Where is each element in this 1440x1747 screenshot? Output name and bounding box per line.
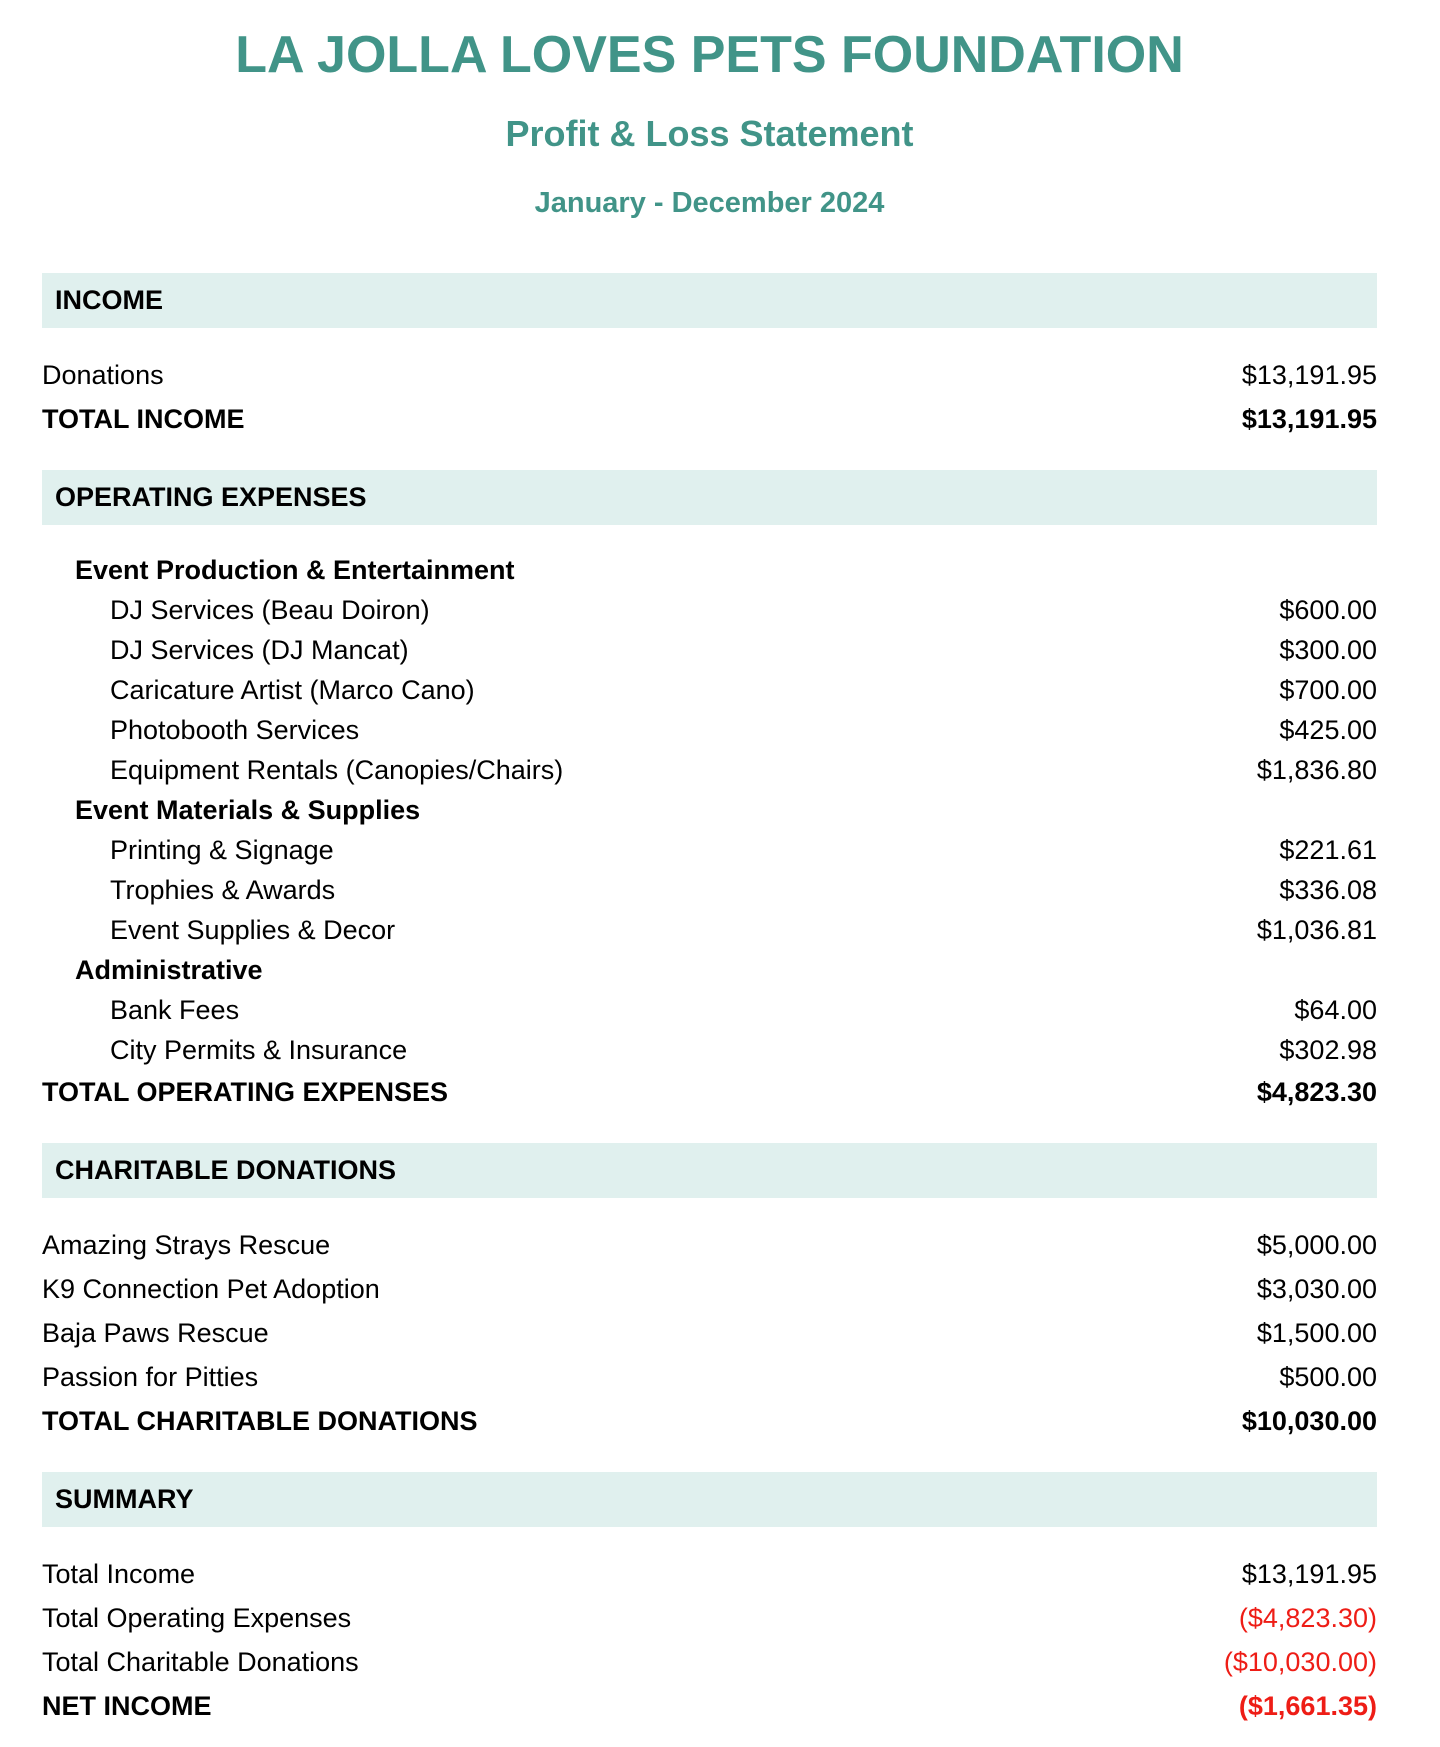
line-item-row	[42, 354, 1377, 398]
statement-period: January - December 2024	[534, 187, 885, 220]
line-item-label: Total Operating Expenses	[42, 1603, 352, 1634]
line-item-value: ($4,823.30)	[1238, 1603, 1377, 1634]
line-item-label: Amazing Strays Rescue	[42, 1230, 331, 1261]
line-item-row	[42, 671, 1377, 711]
line-item-row	[42, 991, 1377, 1031]
line-item-value: $4,823.30	[1256, 1077, 1377, 1108]
line-item-row	[42, 631, 1377, 671]
line-item-label: NET INCOME	[42, 1691, 212, 1722]
line-item-value: $300.00	[1279, 635, 1377, 666]
line-item-label: Donations	[42, 360, 164, 391]
line-item-label: Photobooth Services	[110, 715, 360, 746]
line-item-label: DJ Services (Beau Doiron)	[110, 595, 430, 626]
line-item-row	[42, 911, 1377, 951]
line-item-row	[42, 1597, 1377, 1641]
line-item-row	[42, 871, 1377, 911]
line-item-label: Equipment Rentals (Canopies/Chairs)	[110, 755, 564, 786]
section-rows	[42, 354, 1377, 442]
statement-section	[42, 1143, 1377, 1444]
line-item-row	[42, 1553, 1377, 1597]
line-item-label: Total Income	[42, 1559, 196, 1590]
line-item-value: $3,030.00	[1256, 1274, 1377, 1305]
line-item-value: $336.08	[1279, 875, 1377, 906]
section-header: OPERATING EXPENSES	[42, 470, 1377, 525]
line-item-value: $221.61	[1279, 835, 1377, 866]
statement-section	[42, 1472, 1377, 1729]
line-item-row	[42, 1224, 1377, 1268]
category-subheader-label: Administrative	[75, 955, 263, 986]
total-row	[42, 1685, 1377, 1729]
line-item-label: K9 Connection Pet Adoption	[42, 1274, 380, 1305]
line-item-row	[42, 1268, 1377, 1312]
line-item-value: $302.98	[1279, 1035, 1377, 1066]
line-item-value: $13,191.95	[1241, 404, 1377, 435]
line-item-label: Caricature Artist (Marco Cano)	[110, 675, 475, 706]
line-item-label: Passion for Pitties	[42, 1362, 259, 1393]
line-item-value: $5,000.00	[1256, 1230, 1377, 1261]
section-rows	[42, 1553, 1377, 1729]
line-item-row	[42, 751, 1377, 791]
line-item-row	[42, 1031, 1377, 1071]
line-item-row	[42, 1641, 1377, 1685]
line-item-label: Event Supplies & Decor	[110, 915, 396, 946]
category-subheader-label: Event Production & Entertainment	[75, 555, 515, 586]
line-item-label: Total Charitable Donations	[42, 1647, 359, 1678]
section-header: CHARITABLE DONATIONS	[42, 1143, 1377, 1198]
line-item-value: ($10,030.00)	[1223, 1647, 1377, 1678]
category-subheader-row	[42, 551, 1377, 591]
line-item-value: $13,191.95	[1241, 1559, 1377, 1590]
line-item-label: Baja Paws Rescue	[42, 1318, 269, 1349]
line-item-label: Trophies & Awards	[110, 875, 336, 906]
statement-section	[42, 273, 1377, 442]
statement-section	[42, 470, 1377, 1115]
line-item-value: $1,036.81	[1256, 915, 1377, 946]
line-item-label: DJ Services (DJ Mancat)	[110, 635, 409, 666]
line-item-value: $425.00	[1279, 715, 1377, 746]
line-item-label: Printing & Signage	[110, 835, 334, 866]
line-item-row	[42, 711, 1377, 751]
line-item-row	[42, 1312, 1377, 1356]
line-item-value: $700.00	[1279, 675, 1377, 706]
statement-sections	[42, 273, 1377, 1729]
line-item-value: $500.00	[1279, 1362, 1377, 1393]
total-row	[42, 1400, 1377, 1444]
line-item-label: TOTAL OPERATING EXPENSES	[42, 1077, 449, 1108]
category-subheader-label: Event Materials & Supplies	[75, 795, 421, 826]
total-row	[42, 398, 1377, 442]
line-item-value: $13,191.95	[1241, 360, 1377, 391]
total-row	[42, 1071, 1377, 1115]
line-item-value: $1,500.00	[1256, 1318, 1377, 1349]
section-header: INCOME	[42, 273, 1377, 328]
document-header	[42, 26, 1377, 221]
section-rows	[42, 551, 1377, 1115]
organization-title: LA JOLLA LOVES PETS FOUNDATION	[235, 26, 1184, 84]
line-item-label: City Permits & Insurance	[110, 1035, 408, 1066]
category-subheader-row	[42, 791, 1377, 831]
section-rows	[42, 1224, 1377, 1444]
statement-title: Profit & Loss Statement	[505, 112, 914, 154]
line-item-row	[42, 1356, 1377, 1400]
line-item-label: Bank Fees	[110, 995, 240, 1026]
category-subheader-row	[42, 951, 1377, 991]
line-item-row	[42, 831, 1377, 871]
line-item-value: $1,836.80	[1256, 755, 1377, 786]
section-header: SUMMARY	[42, 1472, 1377, 1527]
line-item-label: TOTAL INCOME	[42, 404, 245, 435]
line-item-value: $10,030.00	[1241, 1406, 1377, 1437]
line-item-value: ($1,661.35)	[1238, 1691, 1377, 1722]
line-item-label: TOTAL CHARITABLE DONATIONS	[42, 1406, 478, 1437]
line-item-value: $600.00	[1279, 595, 1377, 626]
line-item-value: $64.00	[1294, 995, 1377, 1026]
line-item-row	[42, 591, 1377, 631]
